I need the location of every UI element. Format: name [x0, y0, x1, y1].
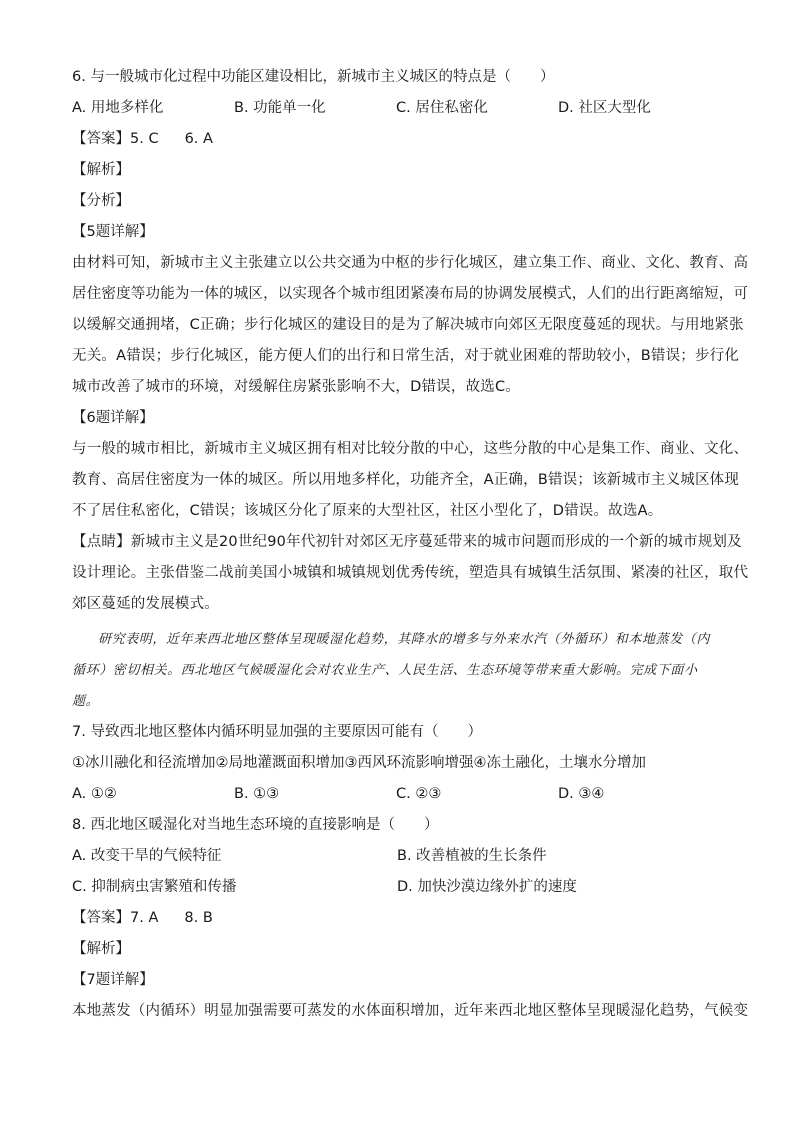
key-point-text — [72, 527, 749, 620]
key-point-line: 郊区蔓延的发展模式。 — [72, 596, 219, 612]
q8-option-a: A. 改变干旱的气候特征 — [72, 848, 222, 864]
detail-7-line: 本地蒸发（内循环）明显加强需要可蒸发的水体面积增加，近年来西北地区整体呈现暖湿化趋势，气候变 — [72, 1003, 749, 1019]
q6-option-b: B. 功能单一化 — [234, 100, 326, 116]
question-8-options-row-1 — [72, 841, 722, 872]
q6-option-a: A. 用地多样化 — [72, 100, 164, 116]
q6-option-d: D. 社区大型化 — [558, 100, 651, 116]
answer-7-8 — [72, 903, 722, 934]
question-8-stem: 8. 西北地区暖湿化对当地生态环境的直接影响是（ ） — [72, 817, 439, 833]
detail-6-line: 教育、高居住密度为一体的城区。所以用地多样化，功能齐全，A正确，B错误；该新城市主义城区体现 — [72, 472, 740, 488]
q8-option-c: C. 抑制病虫害繁殖和传播 — [72, 879, 237, 895]
reading-passage: 研究表明，近年来西北地区整体呈现暖湿化趋势，其降水的增多与外来水汽（外循环）和本地蒸发（内循环）密切相关。西北地区气候暖湿化会对农业生产、人民生活、生态环境等带来重大影响。完成下面小题。 — [72, 632, 711, 709]
q6-option-c: C. 居住私密化 — [396, 100, 488, 116]
question-8-options-row-2 — [72, 872, 722, 903]
detail-5-line: 居住密度等功能为一体的城区，以实现各个城市组团紧凑布局的协调发展模式，人们的出行距离缩短，可 — [72, 286, 749, 302]
detail-5-line: 以缓解交通拥堵，C正确；步行化城区的建设目的是为了解决城市向郊区无限度蔓延的现状。与用地紧张 — [72, 317, 744, 333]
key-point-line: 【点睛】新城市主义是20世纪90年代初针对郊区无序蔓延带来的城市问题而形成的一个新的城市规划及 — [72, 534, 742, 550]
detail-5-line: 城市改善了城市的环境，对缓解住房紧张影响不大，D错误，故选C。 — [72, 379, 520, 395]
detail-5-line: 无关。A错误；步行化城区，能方便人们的出行和日常生活，对于就业困难的帮助较小，B错误；步行化 — [72, 348, 740, 364]
question-7-options — [72, 779, 722, 810]
q7-option-b: B. ①③ — [234, 786, 280, 802]
detail-6-heading: 【6题详解】 — [72, 410, 154, 426]
answer-8-value: 8. B — [184, 910, 213, 926]
breakdown-heading: 【分析】 — [72, 193, 130, 209]
question-7-items: ①冰川融化和径流增加②局地灌溉面积增加③西风环流影响增强④冻土融化，土壤水分增加 — [72, 755, 646, 771]
detail-6-line: 不了居住私密化，C错误；该城区分化了原来的大型社区，社区小型化了，D错误。故选A。 — [72, 503, 663, 519]
q7-option-a: A. ①② — [72, 786, 117, 802]
question-6-stem: 6. 与一般城市化过程中功能区建设相比，新城市主义城区的特点是（ ） — [72, 69, 555, 85]
q8-option-d: D. 加快沙漠边缘外扩的速度 — [397, 879, 577, 895]
detail-7-text — [72, 996, 749, 1027]
answer-7-label: 【答案】7. A — [72, 910, 159, 926]
key-point-line: 设计理论。主张借鉴二战前美国小城镇和城镇规划优秀传统，塑造具有城镇生活氛围、紧凑的社区，取代 — [72, 565, 749, 581]
detail-6-line: 与一般的城市相比，新城市主义城区拥有相对比较分散的中心，这些分散的中心是集工作、商业、文化、 — [72, 441, 749, 457]
answer-5-label: 【答案】5. C — [72, 131, 159, 147]
q8-option-b: B. 改善植被的生长条件 — [397, 848, 547, 864]
q7-option-d: D. ③④ — [558, 786, 605, 802]
q7-option-c: C. ②③ — [396, 786, 442, 802]
answer-6-value: 6. A — [184, 131, 213, 147]
question-7-stem: 7. 导致西北地区整体内循环明显加强的主要原因可能有（ ） — [72, 724, 482, 740]
question-6-options — [72, 93, 722, 124]
document-page — [72, 62, 749, 1027]
analysis-heading-2: 【解析】 — [72, 941, 130, 957]
detail-5-text — [72, 248, 749, 403]
answer-5-6 — [72, 124, 722, 155]
detail-5-heading: 【5题详解】 — [72, 224, 154, 240]
detail-5-line: 由材料可知，新城市主义主张建立以公共交通为中枢的步行化城区，建立集工作、商业、文化、教育、高 — [72, 255, 749, 271]
analysis-heading: 【解析】 — [72, 162, 130, 178]
detail-6-text — [72, 434, 749, 527]
detail-7-heading: 【7题详解】 — [72, 972, 154, 988]
